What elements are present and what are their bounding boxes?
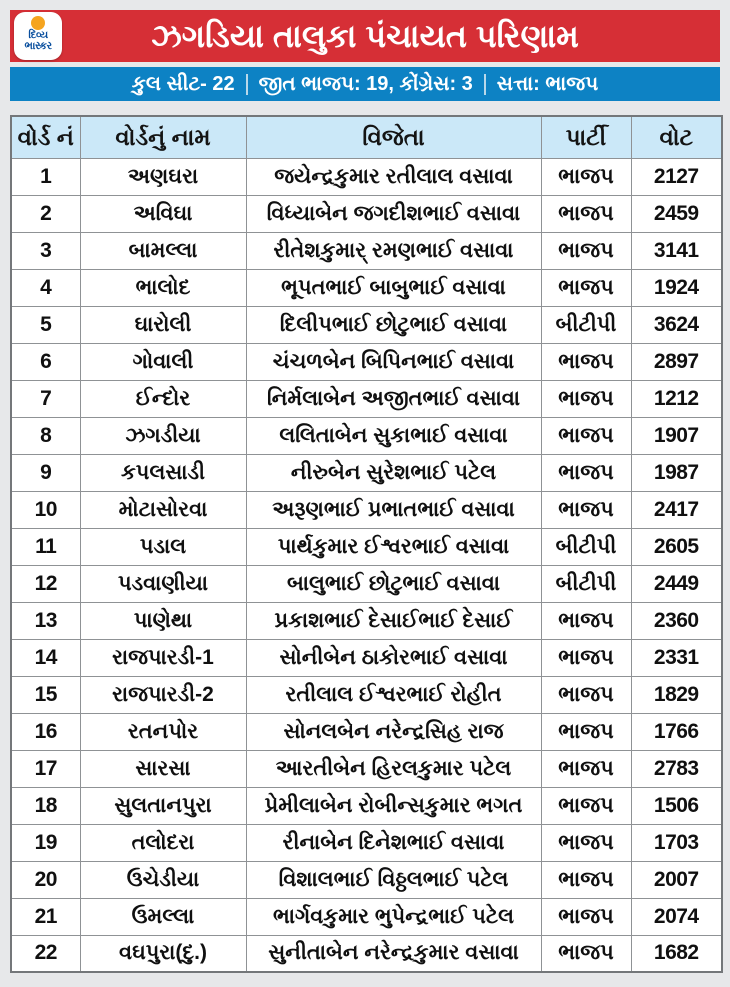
- cell-votes: 1766: [631, 713, 722, 750]
- cell-winner: દિલીપભાઈ છોટુભાઈ વસાવા: [246, 306, 541, 343]
- cell-winner: અરૂણભાઈ પ્રભાતભાઈ વસાવા: [246, 491, 541, 528]
- cell-name: રાજપારડી-1: [80, 639, 246, 676]
- divider: [246, 74, 248, 95]
- cell-winner: પાર્થકુમાર ઈશ્વરભાઈ વસાવા: [246, 528, 541, 565]
- cell-name: તલોદરા: [80, 824, 246, 861]
- cell-party: બીટીપી: [541, 306, 631, 343]
- logo-text-line2: ભાસ્કર: [24, 40, 52, 52]
- cell-party: ભાજપ: [541, 380, 631, 417]
- divya-bhaskar-logo: [14, 12, 62, 60]
- cell-name: ઝગડીયા: [80, 417, 246, 454]
- cell-party: ભાજપ: [541, 639, 631, 676]
- cell-winner: પ્રકાશભાઈ દેસાઈભાઈ દેસાઈ: [246, 602, 541, 639]
- column-header-no: વોર્ડ નં: [11, 116, 80, 158]
- table-row: [11, 491, 722, 528]
- cell-winner: બાલુભાઈ છોટુભાઈ વસાવા: [246, 565, 541, 602]
- cell-no: 21: [11, 898, 80, 935]
- table-row: [11, 898, 722, 935]
- cell-party: ભાજપ: [541, 861, 631, 898]
- cell-no: 9: [11, 454, 80, 491]
- cell-name: ગોવાલી: [80, 343, 246, 380]
- cell-votes: 3141: [631, 232, 722, 269]
- table-row: [11, 232, 722, 269]
- cell-name: સારસા: [80, 750, 246, 787]
- divider: [484, 74, 486, 95]
- cell-name: ઘારોલી: [80, 306, 246, 343]
- title-banner: [10, 10, 720, 62]
- cell-name: બામલ્લા: [80, 232, 246, 269]
- cell-party: બીટીપી: [541, 565, 631, 602]
- table-row: [11, 639, 722, 676]
- cell-no: 20: [11, 861, 80, 898]
- cell-no: 6: [11, 343, 80, 380]
- summary-power: સત્તા: ભાજપ: [496, 72, 599, 95]
- cell-votes: 1924: [631, 269, 722, 306]
- cell-no: 1: [11, 158, 80, 195]
- cell-votes: 2360: [631, 602, 722, 639]
- cell-winner: રીનાબેન દિનેશભાઈ વસાવા: [246, 824, 541, 861]
- cell-name: વઘપુરા(દુ.): [80, 935, 246, 972]
- cell-winner: જયેન્દ્રકુમાર રતીલાલ વસાવા: [246, 158, 541, 195]
- summary-bar: [10, 67, 720, 101]
- cell-name: પડાલ: [80, 528, 246, 565]
- cell-name: ઉમલ્લા: [80, 898, 246, 935]
- table-row: [11, 713, 722, 750]
- cell-name: મોટાસોરવા: [80, 491, 246, 528]
- column-header-votes: વોટ: [631, 116, 722, 158]
- results-table-header: [11, 116, 722, 158]
- cell-winner: ભાર્ગવકુમાર ભુપેન્દ્રભાઈ પટેલ: [246, 898, 541, 935]
- cell-votes: 2007: [631, 861, 722, 898]
- table-row: [11, 269, 722, 306]
- cell-party: ભાજપ: [541, 269, 631, 306]
- summary-party-wins: જીત ભાજપ: 19, કોંગ્રેસ: 3: [258, 72, 473, 95]
- cell-no: 22: [11, 935, 80, 972]
- cell-winner: આરતીબેન હિરલકુમાર પટેલ: [246, 750, 541, 787]
- cell-winner: સોનલબેન નરેન્દ્રસિહ રાજ: [246, 713, 541, 750]
- cell-no: 10: [11, 491, 80, 528]
- cell-no: 14: [11, 639, 80, 676]
- cell-no: 16: [11, 713, 80, 750]
- cell-votes: 1829: [631, 676, 722, 713]
- cell-party: બીટીપી: [541, 528, 631, 565]
- results-table-body: [11, 158, 722, 972]
- cell-name: અણઘરા: [80, 158, 246, 195]
- table-row: [11, 380, 722, 417]
- cell-name: રાજપારડી-2: [80, 676, 246, 713]
- cell-votes: 2605: [631, 528, 722, 565]
- table-row: [11, 602, 722, 639]
- cell-winner: લલિતાબેન સુકાભાઈ વસાવા: [246, 417, 541, 454]
- cell-name: ઉચેડીયા: [80, 861, 246, 898]
- cell-name: રતનપોર: [80, 713, 246, 750]
- table-row: [11, 343, 722, 380]
- column-header-name: વોર્ડનું નામ: [80, 116, 246, 158]
- column-header-winner: વિજેતા: [246, 116, 541, 158]
- cell-party: ભાજપ: [541, 750, 631, 787]
- table-row: [11, 935, 722, 972]
- cell-party: ભાજપ: [541, 454, 631, 491]
- header-row: [11, 116, 722, 158]
- cell-no: 11: [11, 528, 80, 565]
- cell-winner: નીરુબેન સુરેશભાઈ પટેલ: [246, 454, 541, 491]
- cell-winner: ચંચળબેન બિપિનભાઈ વસાવા: [246, 343, 541, 380]
- cell-votes: 2127: [631, 158, 722, 195]
- cell-no: 7: [11, 380, 80, 417]
- cell-name: ભાલોદ: [80, 269, 246, 306]
- cell-votes: 1506: [631, 787, 722, 824]
- cell-name: ઈન્દોર: [80, 380, 246, 417]
- logo-text-line1: દિવ્ય: [28, 29, 48, 41]
- cell-party: ભાજપ: [541, 602, 631, 639]
- cell-votes: 2074: [631, 898, 722, 935]
- cell-votes: 2449: [631, 565, 722, 602]
- table-row: [11, 824, 722, 861]
- cell-winner: સુનીતાબેન નરેન્દ્રકુમાર વસાવા: [246, 935, 541, 972]
- cell-votes: 3624: [631, 306, 722, 343]
- cell-party: ભાજપ: [541, 491, 631, 528]
- cell-name: અવિઘા: [80, 195, 246, 232]
- cell-winner: રતીલાલ ઈશ્વરભાઈ રોહીત: [246, 676, 541, 713]
- cell-winner: ભૂપતભાઈ બાબુભાઈ વસાવા: [246, 269, 541, 306]
- cell-winner: પ્રેમીલાબેન રોબીન્સકુમાર ભગત: [246, 787, 541, 824]
- table-row: [11, 454, 722, 491]
- cell-winner: સોનીબેન ઠાકોરભાઈ વસાવા: [246, 639, 541, 676]
- cell-party: ભાજપ: [541, 935, 631, 972]
- summary-total-seats: કુલ સીટ- 22: [131, 72, 235, 95]
- table-row: [11, 750, 722, 787]
- cell-party: ભાજપ: [541, 676, 631, 713]
- column-header-party: પાર્ટી: [541, 116, 631, 158]
- table-row: [11, 417, 722, 454]
- table-row: [11, 787, 722, 824]
- cell-votes: 1987: [631, 454, 722, 491]
- cell-votes: 2417: [631, 491, 722, 528]
- cell-votes: 1682: [631, 935, 722, 972]
- page-title: ઝગડિયા તાલુકા પંચાયત પરિણામ: [151, 18, 579, 54]
- cell-no: 5: [11, 306, 80, 343]
- table-row: [11, 158, 722, 195]
- cell-party: ભાજપ: [541, 158, 631, 195]
- cell-party: ભાજપ: [541, 232, 631, 269]
- cell-no: 19: [11, 824, 80, 861]
- table-row: [11, 306, 722, 343]
- cell-party: ભાજપ: [541, 824, 631, 861]
- cell-votes: 1703: [631, 824, 722, 861]
- cell-no: 17: [11, 750, 80, 787]
- cell-winner: વિધ્યાબેન જગદીશભાઈ વસાવા: [246, 195, 541, 232]
- table-row: [11, 195, 722, 232]
- cell-party: ભાજપ: [541, 787, 631, 824]
- cell-no: 3: [11, 232, 80, 269]
- cell-party: ભાજપ: [541, 898, 631, 935]
- cell-votes: 1907: [631, 417, 722, 454]
- cell-no: 12: [11, 565, 80, 602]
- cell-votes: 2331: [631, 639, 722, 676]
- cell-no: 18: [11, 787, 80, 824]
- cell-party: ભાજપ: [541, 343, 631, 380]
- cell-name: પાણેથા: [80, 602, 246, 639]
- cell-votes: 1212: [631, 380, 722, 417]
- cell-name: કપલસાડી: [80, 454, 246, 491]
- cell-no: 8: [11, 417, 80, 454]
- table-row: [11, 528, 722, 565]
- cell-votes: 2897: [631, 343, 722, 380]
- cell-party: ભાજપ: [541, 713, 631, 750]
- cell-no: 15: [11, 676, 80, 713]
- cell-party: ભાજપ: [541, 195, 631, 232]
- cell-no: 2: [11, 195, 80, 232]
- cell-no: 13: [11, 602, 80, 639]
- results-table: [10, 115, 723, 973]
- cell-name: પડવાણીયા: [80, 565, 246, 602]
- cell-votes: 2459: [631, 195, 722, 232]
- cell-votes: 2783: [631, 750, 722, 787]
- table-row: [11, 861, 722, 898]
- cell-winner: વિશાલભાઈ વિઠ્ઠલભાઈ પટેલ: [246, 861, 541, 898]
- cell-party: ભાજપ: [541, 417, 631, 454]
- cell-name: સુલતાનપુરા: [80, 787, 246, 824]
- table-row: [11, 565, 722, 602]
- cell-winner: નિર્મલાબેન અજીતભાઈ વસાવા: [246, 380, 541, 417]
- logo-sun-icon: [31, 16, 45, 30]
- cell-winner: રીતેશકુમાર્ રમણભાઈ વસાવા: [246, 232, 541, 269]
- table-row: [11, 676, 722, 713]
- cell-no: 4: [11, 269, 80, 306]
